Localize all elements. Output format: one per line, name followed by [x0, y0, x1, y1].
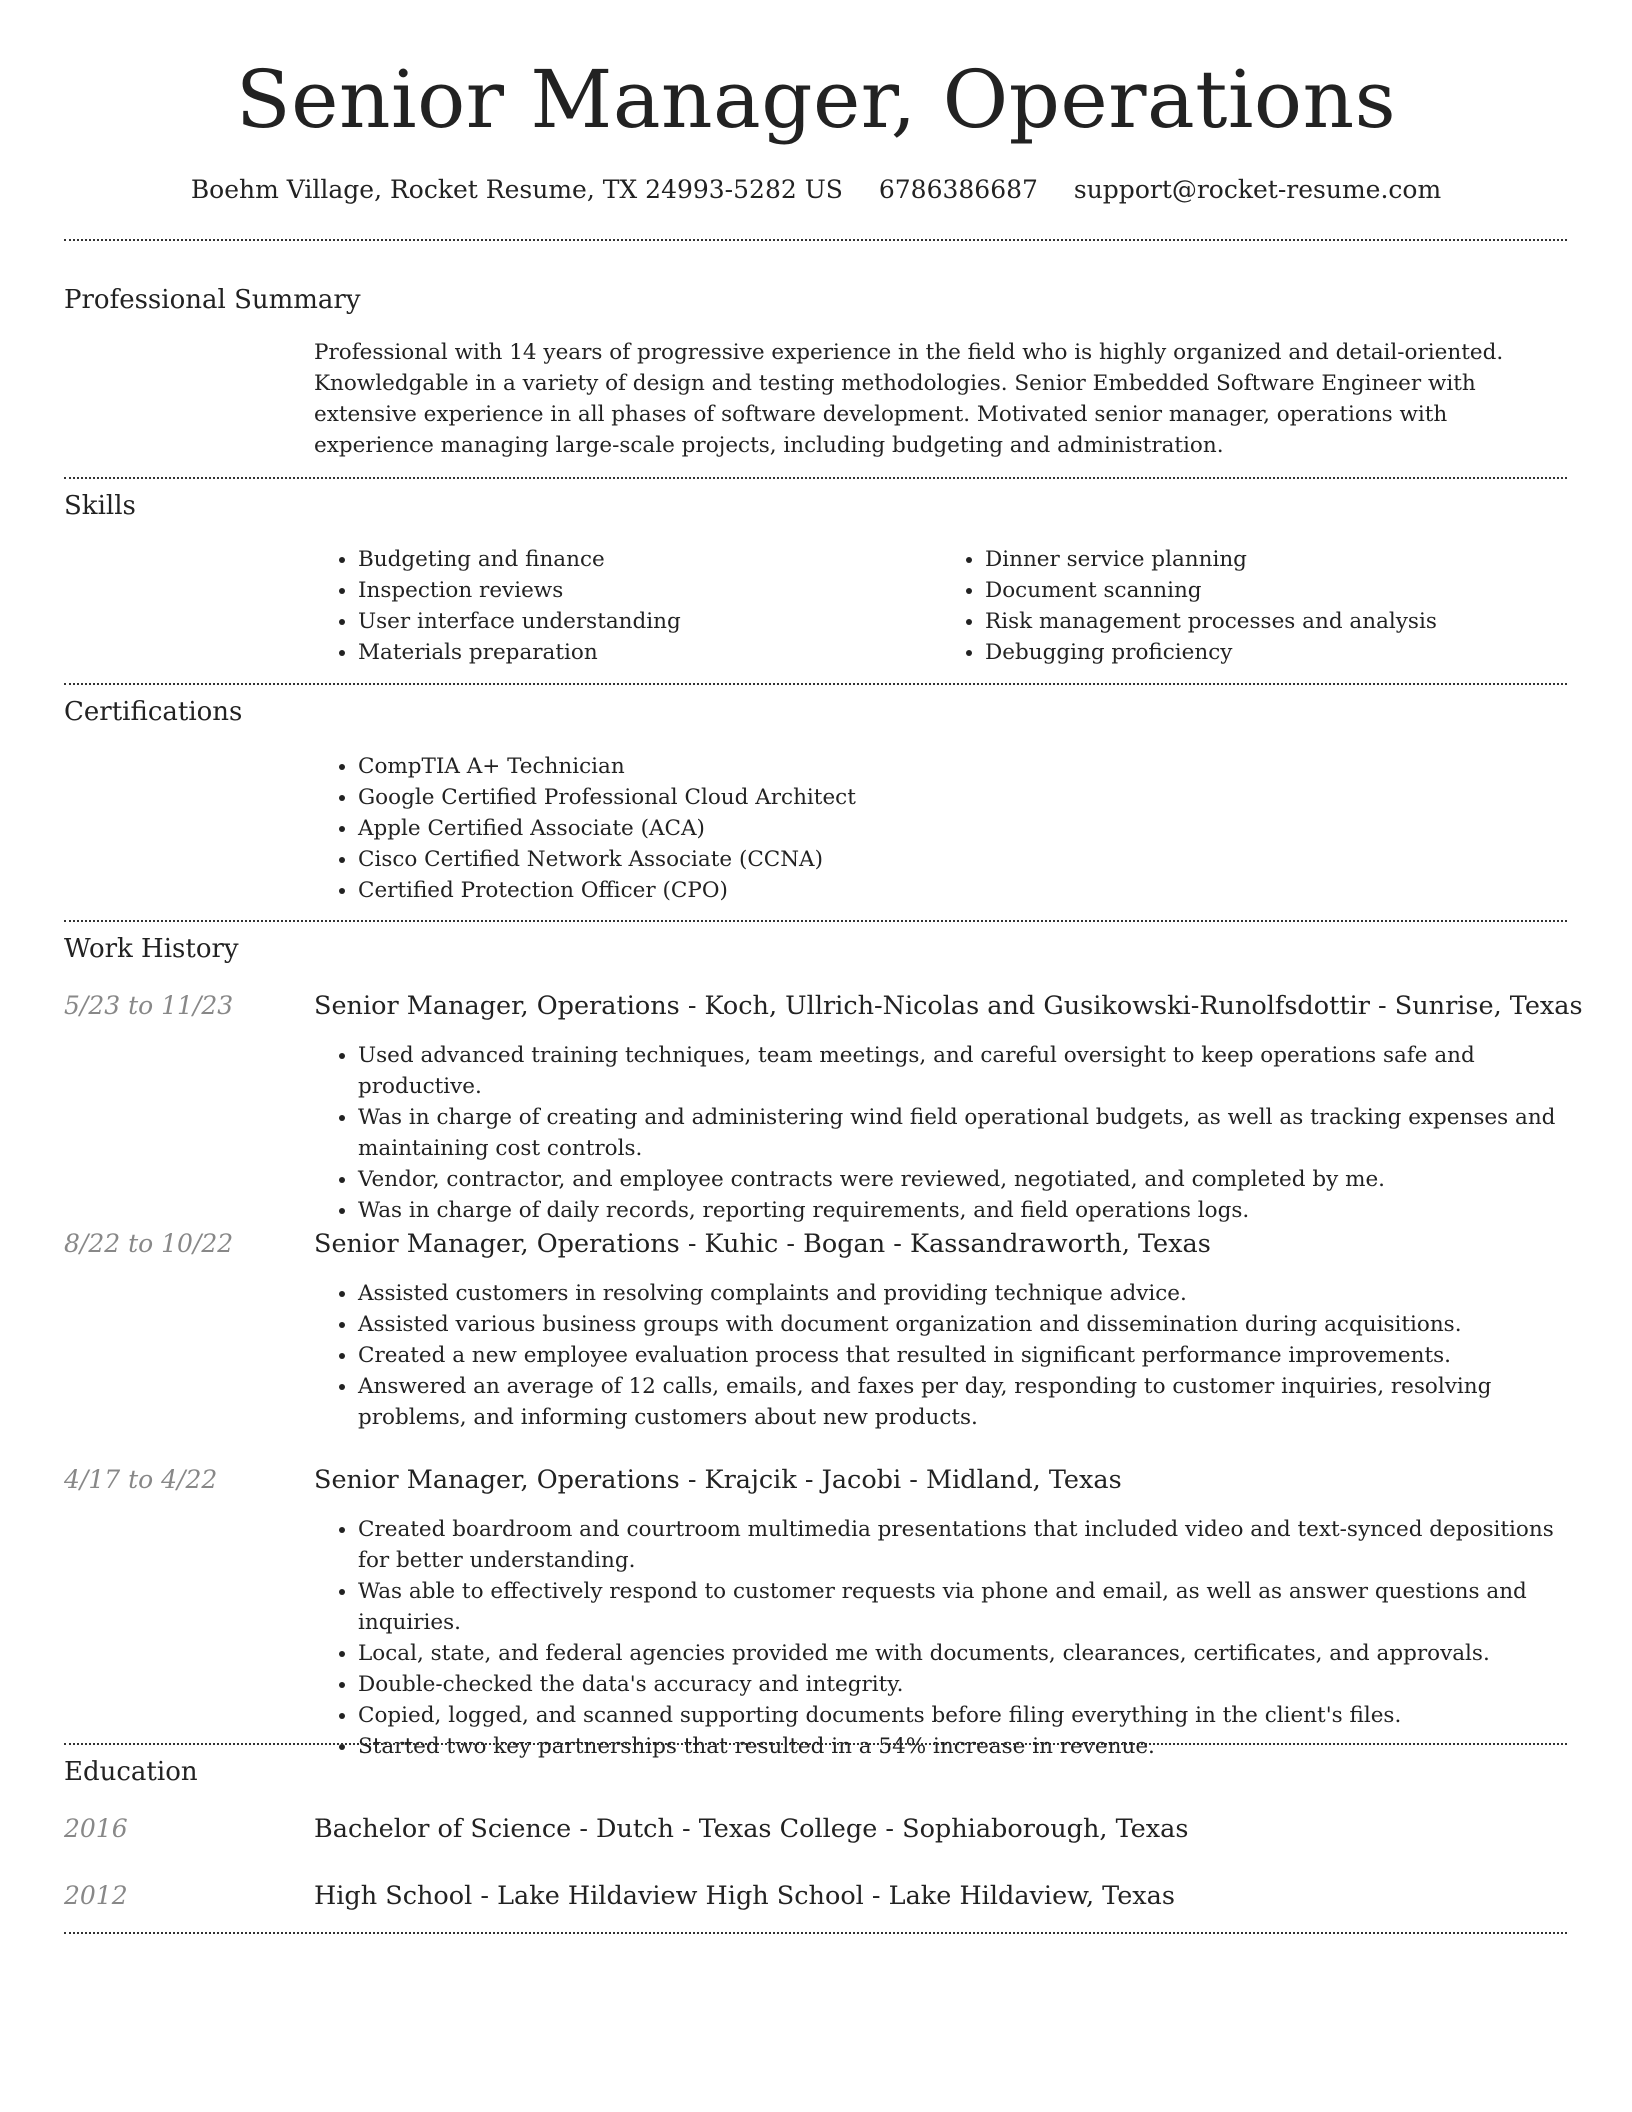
skill-item: • Debugging proficiency	[985, 637, 1568, 668]
certification-item: • Cisco Certified Network Associate (CCNA)	[358, 844, 1568, 875]
divider	[64, 477, 1567, 479]
skill-item: • User interface understanding	[358, 606, 941, 637]
contact-email: support@rocket-resume.com	[1073, 175, 1442, 204]
job-bullet: • Created a new employee evaluation process that resulted in significant performance improvements.	[358, 1340, 1568, 1371]
job-heading: Senior Manager, Operations - Krajcik - Jacobi - Midland, Texas	[314, 1465, 1122, 1495]
contact-phone: 6786386687	[878, 175, 1038, 204]
summary-text-block	[314, 337, 1568, 461]
job-bullet: • Created boardroom and courtroom multimedia presentations that included video and text-synced depositions for better understanding.	[358, 1514, 1568, 1576]
job-bullet: • Copied, logged, and scanned supporting documents before filing everything in the client's files.	[358, 1700, 1568, 1731]
job-bullet: • Started two key partnerships that resulted in a 54% increase in revenue.	[358, 1731, 1568, 1762]
job-bullet: • Answered an average of 12 calls, emails, and faxes per day, responding to customer inquiries, resolving problems, and informing customers about new products.	[358, 1371, 1568, 1433]
skills-list	[314, 544, 1568, 668]
skills-column-1	[314, 544, 941, 668]
certifications-list-block	[314, 751, 1568, 906]
job-bullet: • Was in charge of daily records, reporting requirements, and field operations logs.	[358, 1195, 1568, 1226]
job-dates: 8/22 to 10/22	[64, 1229, 234, 1258]
section-title-skills: Skills	[64, 491, 136, 521]
job-bullet: • Assisted customers in resolving complaints and providing technique advice.	[358, 1278, 1568, 1309]
job-bullets	[314, 1514, 1568, 1762]
job-bullet: • Local, state, and federal agencies provided me with documents, clearances, certificates, and approvals.	[358, 1638, 1568, 1669]
job-bullet: • Was in charge of creating and administering wind field operational budgets, as well as tracking expenses and maintaining cost controls.	[358, 1102, 1568, 1164]
contact-line	[0, 174, 1632, 206]
job-heading: Senior Manager, Operations - Koch, Ullrich-Nicolas and Gusikowski-Runolfsdottir - Sunrise, Texas	[314, 991, 1583, 1021]
education-year: 2012	[64, 1881, 128, 1910]
contact-address: Boehm Village, Rocket Resume, TX 24993-5282 US	[190, 175, 843, 204]
job-heading: Senior Manager, Operations - Kuhic - Bogan - Kassandraworth, Texas	[314, 1229, 1211, 1259]
skill-item: • Materials preparation	[358, 637, 941, 668]
resume-name: Senior Manager, Operations	[235, 53, 1397, 146]
section-title-education: Education	[64, 1757, 198, 1787]
job-bullet: • Was able to effectively respond to customer requests via phone and email, as well as answer questions and inquiries.	[358, 1576, 1568, 1638]
education-entry: Bachelor of Science - Dutch - Texas College - Sophiaborough, Texas	[314, 1814, 1189, 1844]
certification-item: • Apple Certified Associate (ACA)	[358, 813, 1568, 844]
certification-item: • Google Certified Professional Cloud Architect	[358, 782, 1568, 813]
section-title-summary: Professional Summary	[64, 285, 361, 315]
divider	[64, 920, 1567, 922]
job-dates: 5/23 to 11/23	[64, 991, 234, 1020]
certification-item: • CompTIA A+ Technician	[358, 751, 1568, 782]
job-bullet: • Vendor, contractor, and employee contracts were reviewed, negotiated, and completed by me.	[358, 1164, 1568, 1195]
skill-item: • Document scanning	[985, 575, 1568, 606]
job-bullets	[314, 1278, 1568, 1433]
divider	[64, 1743, 1567, 1745]
job-bullet: • Assisted various business groups with document organization and dissemination during acquisitions.	[358, 1309, 1568, 1340]
job-bullets-block	[314, 1040, 1568, 1226]
section-title-work-history: Work History	[64, 934, 239, 964]
education-entry: High School - Lake Hildaview High School - Lake Hildaview, Texas	[314, 1881, 1175, 1911]
divider	[64, 239, 1567, 241]
skill-item: • Budgeting and finance	[358, 544, 941, 575]
skill-item: • Dinner service planning	[985, 544, 1568, 575]
education-year: 2016	[64, 1814, 128, 1843]
resume-header	[0, 0, 1632, 206]
skill-item: • Inspection reviews	[358, 575, 941, 606]
job-dates: 4/17 to 4/22	[64, 1465, 218, 1494]
job-bullet: • Double-checked the data's accuracy and integrity.	[358, 1669, 1568, 1700]
divider	[64, 1932, 1567, 1934]
job-bullets	[314, 1040, 1568, 1226]
section-title-certifications: Certifications	[64, 697, 243, 727]
divider	[64, 683, 1567, 685]
job-bullet: • Used advanced training techniques, team meetings, and careful oversight to keep operations safe and productive.	[358, 1040, 1568, 1102]
summary-text: Professional with 14 years of progressive experience in the field who is highly organized and detail-oriented. Knowledgable in a variety of design and testing methodologies. Senior Embedded Software Engineer with extensive experience in all phases of software development. Motivated senior manager, operations with experience managing large-scale projects, including budgeting and administration.	[314, 340, 1504, 458]
job-bullets-block	[314, 1278, 1568, 1433]
skills-column-2	[941, 544, 1568, 668]
skill-item: • Risk management processes and analysis	[985, 606, 1568, 637]
certifications-list	[314, 751, 1568, 906]
job-bullets-block	[314, 1514, 1568, 1762]
certification-item: • Certified Protection Officer (CPO)	[358, 875, 1568, 906]
